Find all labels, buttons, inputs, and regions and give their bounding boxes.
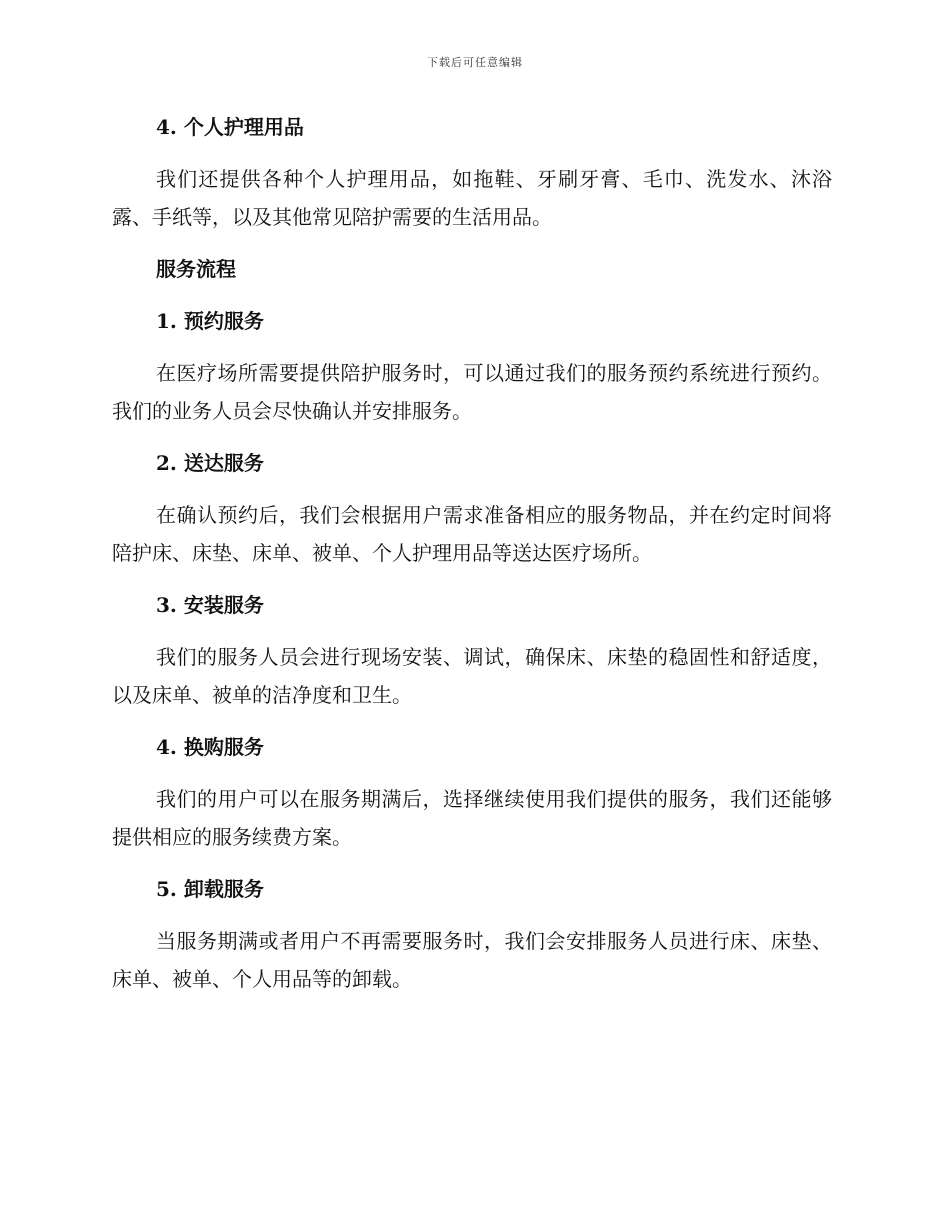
paragraph-renewal: 我们的用户可以在服务期满后，选择继续使用我们提供的服务，我们还能够提供相应的服务续费方案。 bbox=[112, 787, 832, 849]
paragraph-appointment: 在医疗场所需要提供陪护服务时，可以通过我们的服务预约系统进行预约。我们的业务人员会尽快确认并安排服务。 bbox=[112, 361, 832, 423]
section-heading-renewal: 4. 换购服务 bbox=[156, 735, 264, 759]
paragraph-removal: 当服务期满或者用户不再需要服务时，我们会安排服务人员进行床、床垫、床单、被单、个人用品等的卸载。 bbox=[112, 929, 832, 991]
section-heading-personal-care: 4. 个人护理用品 bbox=[156, 115, 304, 139]
paragraph-installation: 我们的服务人员会进行现场安装、调试，确保床、床垫的稳固性和舒适度，以及床单、被单的洁净度和卫生。 bbox=[112, 645, 832, 707]
document-body bbox=[112, 108, 832, 1012]
paragraph-delivery: 在确认预约后，我们会根据用户需求准备相应的服务物品，并在约定时间将陪护床、床垫、床单、被单、个人护理用品等送达医疗场所。 bbox=[112, 503, 832, 565]
section-heading-service-process: 服务流程 bbox=[156, 257, 236, 281]
section-heading-appointment: 1. 预约服务 bbox=[156, 309, 264, 333]
paragraph-personal-care: 我们还提供各种个人护理用品，如拖鞋、牙刷牙膏、毛巾、洗发水、沐浴露、手纸等，以及其他常见陪护需要的生活用品。 bbox=[112, 167, 832, 229]
header-note: 下载后可任意编辑 bbox=[427, 56, 523, 69]
section-heading-delivery: 2. 送达服务 bbox=[156, 451, 264, 475]
section-heading-installation: 3. 安装服务 bbox=[156, 593, 264, 617]
section-heading-removal: 5. 卸载服务 bbox=[156, 877, 264, 901]
